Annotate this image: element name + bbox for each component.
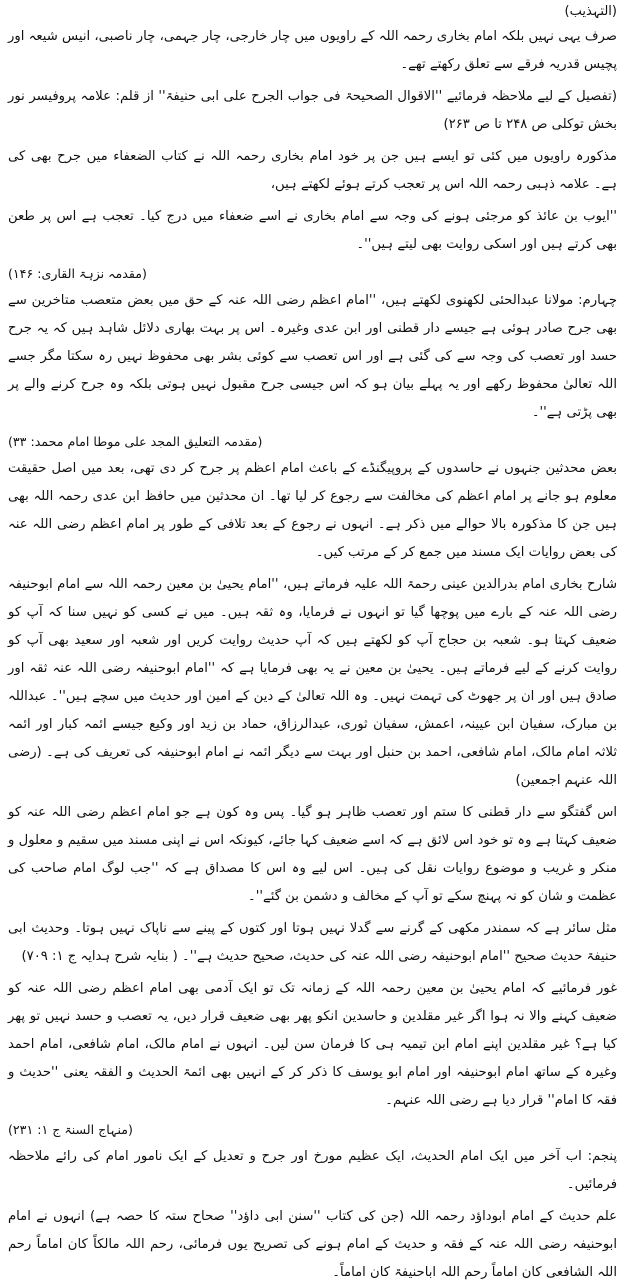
paragraph-reflect: غور فرمائیے کہ امام یحییٰ بن معین رحمہ اللہ کے زمانہ تک تو ایک آدمی بھی امام اعظم رضی اللہ عنہ کو ضعیف کہنے والا نہ ہوا اگر غیر مقلدین و حاسدین انکو پھر بھی ضعیف قرار دیں، یہ تعصب و حسد نہیں تو پھر کیا ہے؟ غیر مقلدین اپنے امام ابن تیمیہ ہی کا فرمان سن لیں۔ انہوں نے امام مالک، امام شافعی، امام احمد وغیرہ کے ساتھ امام ابوحنیفہ اور امام ابو یوسف کا ذکر کر کے انہیں بھی ائمۃ الحدیث و الفقہ یعنی ''حدیث و فقہ کا امام'' قرار دیا ہے رضی اللہ عنہم۔ bbox=[8, 981, 617, 1108]
paragraph-proverb: مثل سائر ہے کہ سمندر مکھی کے گرنے سے گدلا نہیں ہوتا اور کتوں کے پینے سے ناپاک نہیں ہوتا۔ وحدیث ابی حنیفۃ حدیث صحیح ''امام ابوحنیفہ رضی اللہ عنہ کی حدیث، صحیح حدیث ہے''۔ ( بنایہ شرح ہدایہ ج ۱: ۷۰۹) bbox=[8, 921, 617, 964]
paragraph-aini: شارح بخاری امام بدرالدین عینی رحمۃ اللہ علیہ فرماتے ہیں، ''امام یحییٰ بن معین رحمہ اللہ سے امام ابوحنیفہ رضی اللہ عنہ کے بارے میں پوچھا گیا تو انہوں نے فرمایا، وہ ثقہ ہیں۔ میں نے کسی کو نہیں سنا کہ آپ کو ضعیف کہتا ہو۔ شعبہ بن حجاج آپ کو لکھتے ہیں کہ آپ حدیث روایت کریں اور شعبہ اور سعید بھی آپ کو روایت کرنے کے لیے فرماتے ہیں۔ یحییٰ بن معین نے یہ بھی فرمایا ہے کہ ''امام ابوحنیفہ رضی اللہ عنہ ثقہ اور صادق ہیں اور ان پر جھوٹ کی تہمت نہیں۔ وہ اللہ تعالیٰ کے دین کے امین اور حدیث میں سچے ہیں''۔ عبداللہ بن مبارک، سفیان ابن عیینہ، اعمش، سفیان ثوری، عبدالرزاق، حماد بن زید اور وکیع جیسے ائمہ کبار اور ائمہ ثلاثہ امام مالک، امام شافعی، احمد بن حنبل اور بہت سے دیگر ائمہ نے امام ابوحنیفہ کی تعریف کی ہے۔ (رضی اللہ عنہم اجمعین) bbox=[8, 577, 617, 788]
reference-minhaj: (منہاج السنۃ ج ۱: ۲۳۱) bbox=[8, 1122, 133, 1137]
paragraph-fourth-lucknowi: چہارم: مولانا عبدالحئی لکھنوی لکھتے ہیں، ''امام اعظم رضی اللہ عنہ کے حق میں بعض متعصب متاخرین سے بھی جرح صادر ہوئی ہے جیسے دار قطنی اور ابن عدی وغیرہ۔ اس پر بہت بھاری دلائل شاہد ہیں کہ یہ جرح حسد اور تعصب کی وجہ سے کی گئی ہے اور اس تعصب سے کوئی بشر بھی محفوظ نہیں رہ سکتا مگر جسے اللہ تعالیٰ محفوظ رکھے اور یہ پہلے بیان ہو کہ اس جیسی جرح مقبول نہیں ہوتی بلکہ وہ جرح کرنے والے پر بھی پڑتی ہے''۔ bbox=[8, 293, 617, 420]
paragraph-dhahabi: مذکورہ راویوں میں کئی تو ایسے ہیں جن پر خود امام بخاری رحمہ اللہ نے کتاب الضعفاء میں جرح بھی کی ہے۔ علامہ ذہبی رحمہ اللہ اس پر تعجب کرتے ہوئے لکھتے ہیں، bbox=[8, 149, 617, 192]
paragraph-ayyub-quote: ''ایوب بن عائذ کو مرجئی ہونے کی وجہ سے امام بخاری نے اسے ضعفاء میں درج کیا۔ تعجب ہے اس پر طعن بھی کرتے ہیں اور اسکی روایت بھی لیتے ہیں''۔ bbox=[8, 209, 617, 252]
paragraph-citation-aqwal: (تفصیل کے لیے ملاحظہ فرمائیے ''الاقوال الصحیحۃ فی جواب الجرح علی ابی حنیفۃ'' از قلم: علامہ پروفیسر نور بخش توکلی ص ۲۴۸ تا ص ۲۶۳) bbox=[8, 89, 617, 132]
paragraph-daraqutni: اس گفتگو سے دار قطنی کا ستم اور تعصب ظاہر ہو گیا۔ پس وہ کون ہے جو امام اعظم رضی اللہ عنہ کو ضعیف کہتا ہے وہ تو خود اس لائق ہے کہ اسے ضعیف کہا جائے، کیونکہ اس نے اپنی مسند میں سقیم و معلول و منکر و غریب و موضوع روایات نقل کی ہیں۔ اس لیے وہ اس کا مصداق ہے کہ ''جب لوگ امام صاحب کی عظمت و شان کو نہ پہنچ سکے تو آپ کے مخالف و دشمن بن گئے''۔ bbox=[8, 805, 617, 904]
paragraph-abu-dawud: علم حدیث کے امام ابوداؤد رحمہ اللہ (جن کی کتاب ''سنن ابی داؤد'' صحاح ستہ کا حصہ ہے) انہوں نے امام ابوحنیفہ رضی اللہ عنہ کے فقہ و حدیث کے امام ہونے کی تصریح یوں فرمائی، رحم اللہ مالکاً کان اماماً رحم اللہ الشافعی کان اماماً رحم اللہ اباحنیفۃ کان اماماً۔ bbox=[8, 1209, 617, 1280]
paragraph-fifth: پنجم: اب آخر میں ایک امام الحدیث، ایک عظیم مورخ اور جرح و تعدیل کے ایک نامور امام کی رائے ملاحظہ فرمائیں۔ bbox=[8, 1149, 617, 1192]
reference-taleeq: (مقدمہ التعلیق المجد علی موطا امام محمد: ۳۳) bbox=[8, 434, 263, 449]
paragraph-narrators: صرف یہی نہیں بلکہ امام بخاری رحمہ اللہ کے راویوں میں چار خارجی، چار جہمی، چار ناصبی، انیس شیعہ اور پچیس قدریہ فرقے سے تعلق رکھتے تھے۔ bbox=[8, 29, 617, 72]
reference-nuzhat: (مقدمہ نزہۃ القاری: ۱۴۶) bbox=[8, 266, 147, 281]
paragraph-muhaddithin: بعض محدثین جنہوں نے حاسدوں کے پروپیگنڈے کے باعث امام اعظم پر جرح کر دی تھی، بعد میں اصل حقیقت معلوم ہو جانے پر امام اعظم کی مخالفت سے رجوع کر لیا تھا۔ ان محدثین میں حافظ ابن عدی رحمہ اللہ بھی ہیں جن کا مذکورہ بالا حوالے میں ذکر ہے۔ انہوں نے رجوع کے بعد تلافی کے طور پر امام اعظم رضی اللہ عنہ کی بعض روایات ایک مسند میں جمع کر کے مرتب کیں۔ bbox=[8, 461, 617, 560]
page-header: (التہذیب) bbox=[564, 4, 617, 19]
